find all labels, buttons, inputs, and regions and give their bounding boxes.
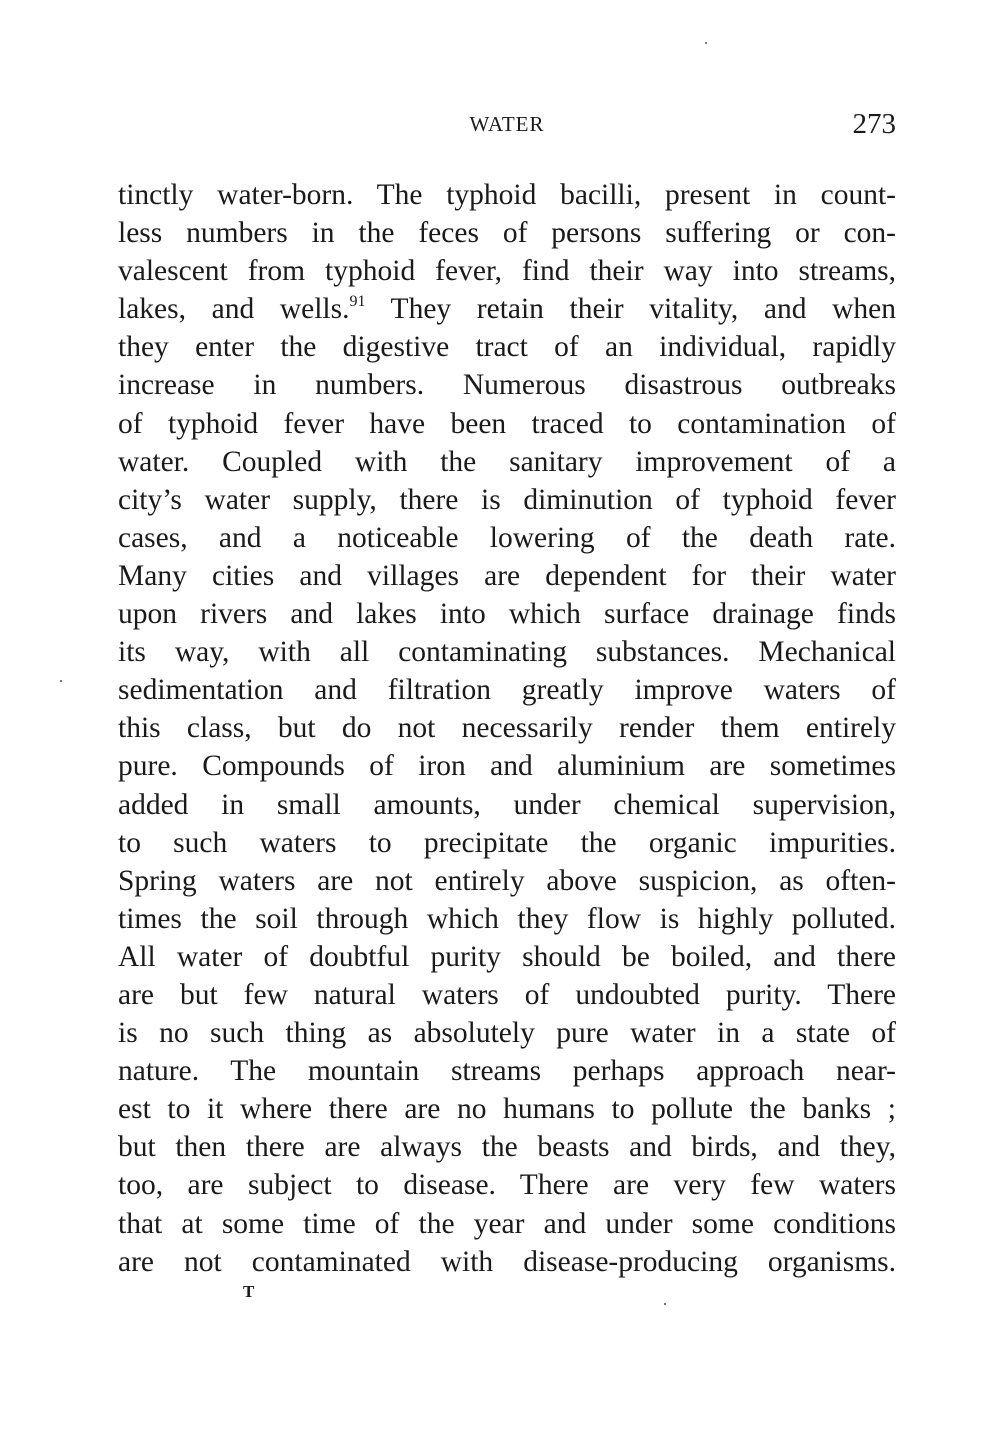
text-line: nature. The mountain streams perhaps approach near- [118, 1055, 896, 1088]
text-line: too, are subject to disease. There are very few waters [118, 1169, 896, 1202]
text-line-end: They retain their vitality, and when [365, 293, 896, 326]
text-line: Spring waters are not entirely above suspicion, as often- [118, 864, 896, 897]
text-line: less numbers in the feces of persons suffering or con- [118, 217, 896, 250]
text-line: increase in numbers. Numerous disastrous outbreaks [118, 369, 896, 402]
running-head [118, 108, 896, 142]
text-line: valescent from typhoid fever, find their way into streams, [118, 255, 896, 288]
signature-mark: T [243, 1282, 255, 1301]
text-line: Many cities and villages are dependent for their water [118, 559, 896, 592]
running-title: WATER [469, 112, 545, 136]
text-line: they enter the digestive tract of an individual, rapidly [118, 331, 896, 364]
text-line: sedimentation and filtration greatly improve waters of [118, 674, 896, 707]
scan-speck [664, 1303, 666, 1305]
scan-speck [60, 680, 62, 682]
body-text [118, 176, 896, 1281]
text-line: of typhoid fever have been traced to contamination of [118, 407, 896, 440]
text-line: city’s water supply, there is diminution of typhoid fever [118, 483, 896, 516]
text-line: All water of doubtful purity should be boiled, and there [118, 940, 896, 973]
text-line: that at some time of the year and under some conditions [118, 1207, 896, 1240]
text-line: water. Coupled with the sanitary improvement of a [118, 445, 896, 478]
footnote-reference[interactable]: 91 [349, 293, 366, 311]
text-line: this class, but do not necessarily render them entirely [118, 712, 896, 745]
text-line: its way, with all contaminating substances. Mechanical [118, 636, 896, 669]
text-line: cases, and a noticeable lowering of the death rate. [118, 521, 896, 554]
text-line: pure. Compounds of iron and aluminium are sometimes [118, 750, 896, 783]
scan-speck [705, 42, 707, 44]
text-line: tinctly water-born. The typhoid bacilli, present in count- [118, 179, 896, 211]
text-line [118, 290, 896, 328]
text-line: upon rivers and lakes into which surface drainage finds [118, 598, 896, 631]
text-line: times the soil through which they flow is highly polluted. [118, 902, 896, 935]
text-line-start: lakes, and wells. [118, 293, 350, 326]
text-line: is no such thing as absolutely pure water in a state of [118, 1017, 896, 1050]
text-line: are but few natural waters of undoubted purity. There [118, 978, 896, 1011]
text-line: added in small amounts, under chemical supervision, [118, 788, 896, 821]
text-line: to such waters to precipitate the organic impurities. [118, 826, 896, 859]
text-line: but then there are always the beasts and birds, and they, [118, 1131, 896, 1164]
text-line: are not contaminated with disease-producing organisms. [118, 1245, 896, 1278]
page-number: 273 [852, 108, 896, 140]
text-line: est to it where there are no humans to pollute the banks ; [118, 1093, 896, 1126]
